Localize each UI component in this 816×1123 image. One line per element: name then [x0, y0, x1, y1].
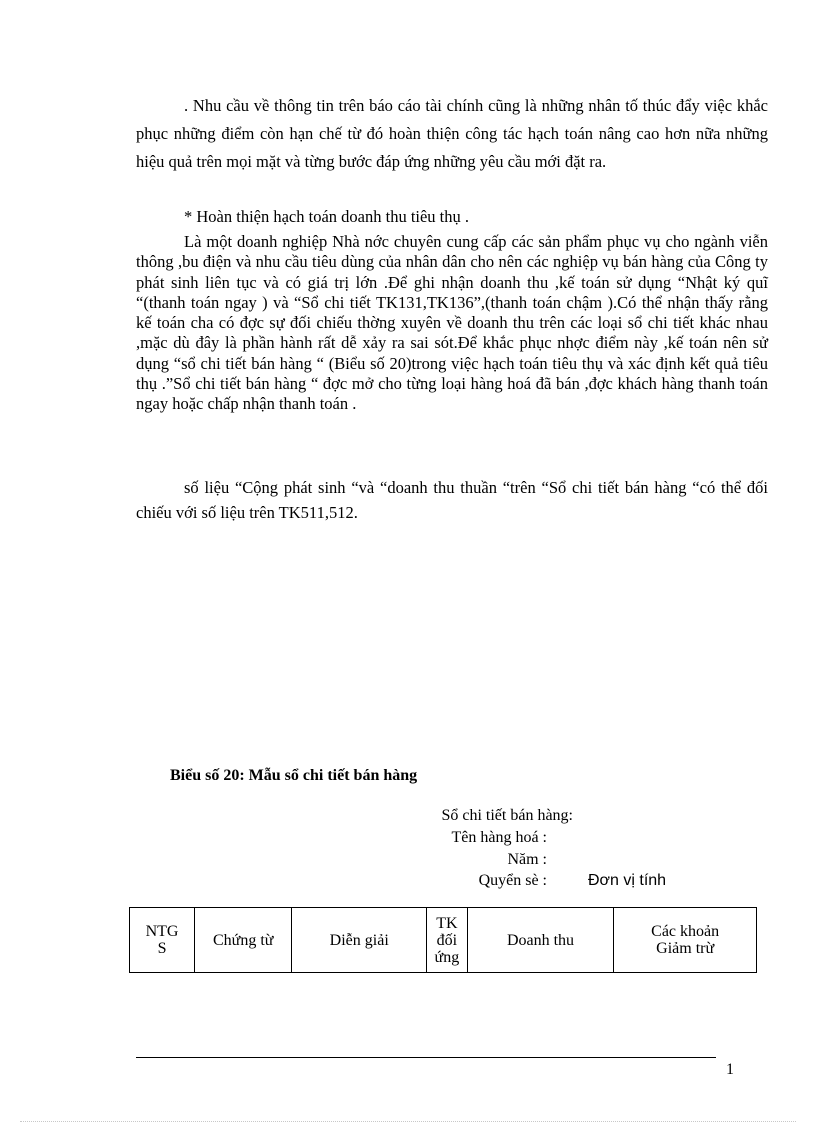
header-ntgs: NTG S [130, 908, 195, 973]
paragraph-reconciliation: số liệu “Cộng phát sinh “và “doanh thu thuần “trên “Sổ chi tiết bán hàng “có thể đối chiếu với số liệu trên TK511,512. [136, 478, 768, 522]
unit-label: Đơn vị tính [588, 872, 667, 889]
page-bottom-border [20, 1121, 796, 1122]
table-header-row [130, 908, 757, 973]
header-voucher: Chứng từ [195, 908, 292, 973]
sales-detail-table [129, 907, 757, 973]
header-deductions: Các khoản Giảm trừ [614, 908, 757, 973]
page-number: 1 [726, 1061, 734, 1078]
book-label: Sổ chi tiết bán hàng: [441, 807, 573, 824]
paragraph-revenue-accounting: Là một doanh nghiệp Nhà nớc chuyên cung cấp các sản phẩm phục vụ cho ngành viễn thông ,bu điện và nhu cầu tiêu dùng của nhân dân cho nên các nghiệp vụ bán hàng của Công ty phát sinh liên tục và có giá trị lớn .Để ghi nhận doanh thu ,kế toán sử dụng “Nhật ký quĩ “(thanh toán ngay ) và “Sổ chi tiết TK131,TK136”,(thanh toán chậm ).Có thể nhận thấy rằng kế toán cha có đợc sự đối chiếu thờng xuyên về doanh thu trên các loại sổ chi tiết khác nhau ,mặc dù đây là phần hành rất dễ xảy ra sai sót.Để khắc phục nhợc điểm này ,kế toán nên sử dụng “sổ chi tiết bán hàng “ (Biểu số 20)trong việc hạch toán tiêu thụ và xác định kết quả tiêu thụ .”Sổ chi tiết bán hàng “ đợc mở cho từng loại hàng hoá đã bán ,đợc khách hàng thanh toán ngay hoặc chấp nhận thanh toán . [136, 232, 768, 414]
goods-name-label: Tên hàng hoá : [451, 829, 547, 846]
paragraph-info-needs: . Nhu cầu về thông tin trên báo cáo tài chính cũng là những nhân tố thúc đẩy việc khắc phục những điểm còn hạn chế từ đó hoàn thiện công tác hạch toán nâng cao hơn nữa những hiệu quả trên mọi mặt và từng bước đáp ứng những yêu cầu mới đặt ra. [136, 96, 768, 171]
header-description: Diễn giải [292, 908, 427, 973]
header-revenue: Doanh thu [467, 908, 614, 973]
form-title: Biểu số 20: Mẫu sổ chi tiết bán hàng [170, 767, 418, 784]
section-heading-revenue: * Hoàn thiện hạch toán doanh thu tiêu thụ . [184, 207, 470, 226]
year-label: Năm : [507, 851, 547, 868]
footer-divider [136, 1057, 716, 1058]
header-account: TK đối ứng [427, 908, 468, 973]
volume-label: Quyển sè : [478, 872, 547, 889]
